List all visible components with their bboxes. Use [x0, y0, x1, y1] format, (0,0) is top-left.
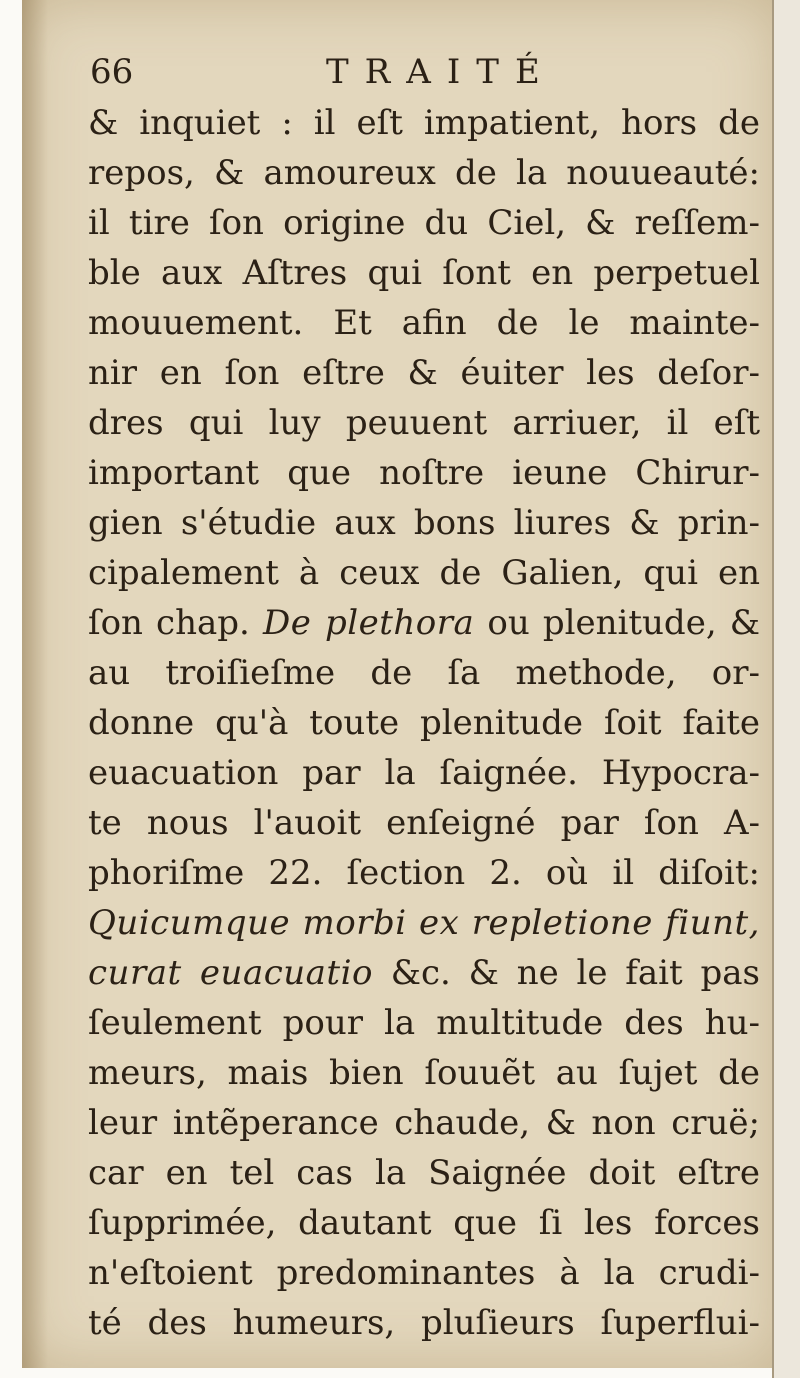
text-line [88, 998, 760, 1048]
text-line [88, 198, 760, 248]
text-line [88, 298, 760, 348]
text-line [88, 598, 760, 648]
text-segment: n'eſtoient predominantes à la crudi- [88, 1253, 760, 1293]
text-line [88, 1248, 760, 1298]
text-segment: important que noſtre ieune Chirur- [88, 453, 760, 493]
text-segment: car en tel cas la Saignée doit eſtre [88, 1153, 760, 1193]
text-line [88, 748, 760, 798]
text-line [88, 248, 760, 298]
text-line [88, 848, 760, 898]
text-segment: nir en ſon eſtre & éuiter les deſor- [88, 353, 760, 393]
text-line [88, 648, 760, 698]
text-line [88, 1198, 760, 1248]
text-segment: mouuement. Et afin de le mainte- [88, 303, 760, 343]
text-segment: gien s'étudie aux bons liures & prin- [88, 503, 760, 543]
running-title: TRAITÉ [326, 52, 556, 92]
text-segment: dres qui luy peuuent arriuer, il eſt [88, 403, 760, 443]
text-segment: il tire ſon origine du Ciel, & reſſem- [88, 203, 760, 243]
text-segment: euacuation par la ſaignée. Hypocra- [88, 753, 760, 793]
text-line [88, 1048, 760, 1098]
body-text [88, 98, 760, 1348]
text-line [88, 448, 760, 498]
text-segment: ſon chap. [88, 603, 263, 643]
text-segment: donne qu'à toute plenitude ſoit faite [88, 703, 760, 743]
text-line [88, 548, 760, 598]
italic-text: De plethora [262, 603, 475, 643]
text-line [88, 398, 760, 448]
text-segment: ſupprimée, dautant que ſi les forces [88, 1203, 760, 1243]
text-segment: & inquiet : il eſt impatient, hors de [88, 103, 760, 143]
text-line [88, 1148, 760, 1198]
text-line [88, 948, 760, 998]
running-head [90, 50, 690, 94]
italic-text: curat euacuatio [88, 953, 373, 993]
text-segment: té des humeurs, pluſieurs ſuperflui- [88, 1303, 760, 1343]
text-line [88, 98, 760, 148]
text-segment: repos, & amoureux de la nouueauté: [88, 153, 760, 193]
text-line [88, 498, 760, 548]
text-segment: cipalement à ceux de Galien, qui en [88, 553, 760, 593]
text-segment: ou plenitude, & [474, 603, 760, 643]
gutter-shadow [22, 0, 48, 1368]
text-segment: &c. & ne le fait pas [372, 953, 760, 993]
text-segment: phoriſme 22. ſection 2. où il diſoit: [88, 853, 760, 893]
text-segment: au troiſieſme de ſa methode, or- [88, 653, 760, 693]
text-line [88, 698, 760, 748]
text-line [88, 798, 760, 848]
text-segment: ble aux Aſtres qui ſont en perpetuel [88, 253, 760, 293]
italic-text: Quicumque morbi ex repletione fiunt, [88, 903, 760, 943]
text-line [88, 1098, 760, 1148]
text-segment: leur intẽperance chaude, & non cruë; [88, 1103, 760, 1143]
text-segment: ſeulement pour la multitude des hu- [88, 1003, 760, 1043]
page-number: 66 [90, 52, 134, 92]
text-line [88, 148, 760, 198]
text-segment: meurs, mais bien ſouuẽt au ſujet de [88, 1053, 760, 1093]
text-segment: te nous l'auoit enſeigné par ſon A- [88, 803, 760, 843]
text-line [88, 348, 760, 398]
text-line [88, 1298, 760, 1348]
text-line [88, 898, 760, 948]
page-edge [772, 0, 800, 1378]
